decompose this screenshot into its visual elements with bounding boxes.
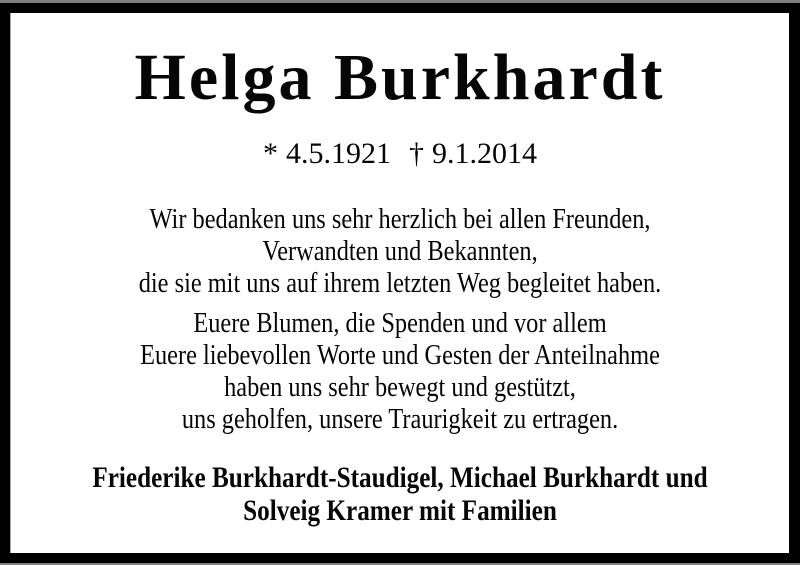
thanks-paragraph-2 <box>73 307 727 435</box>
text-line: die sie mit uns auf ihrem letzten Weg begleitet haben. <box>138 267 662 299</box>
thanks-paragraph-1 <box>73 203 727 299</box>
text-line: Wir bedanken uns sehr herzlich bei allen Freunden, <box>149 203 651 235</box>
death-notice-card <box>10 13 789 553</box>
signature-names <box>73 461 727 527</box>
scan-edge-top <box>0 0 800 3</box>
signature-line: Friederike Burkhardt-Staudigel, Michael Burkhardt und <box>92 461 708 494</box>
died-cross-symbol: † <box>409 137 424 170</box>
text-line: Euere Blumen, die Spenden und vor allem <box>193 307 607 339</box>
text-line: Verwandten und Bekannten, <box>262 235 538 267</box>
deceased-name: Helga Burkhardt <box>134 41 666 114</box>
birth-date-value: 4.5.1921 <box>286 137 391 170</box>
text-line: uns geholfen, unsere Traurigkeit zu ertragen. <box>181 403 619 435</box>
birth-date <box>263 137 391 171</box>
text-line: haben uns sehr bewegt und gestützt, <box>224 371 576 403</box>
signature-line: Solveig Kramer mit Familien <box>243 494 557 527</box>
death-date <box>409 137 537 171</box>
death-date-value: 9.1.2014 <box>432 137 537 170</box>
life-dates <box>11 137 789 171</box>
text-line: Euere liebevollen Worte und Gesten der Anteilnahme <box>140 339 660 371</box>
born-symbol: * <box>263 137 278 170</box>
